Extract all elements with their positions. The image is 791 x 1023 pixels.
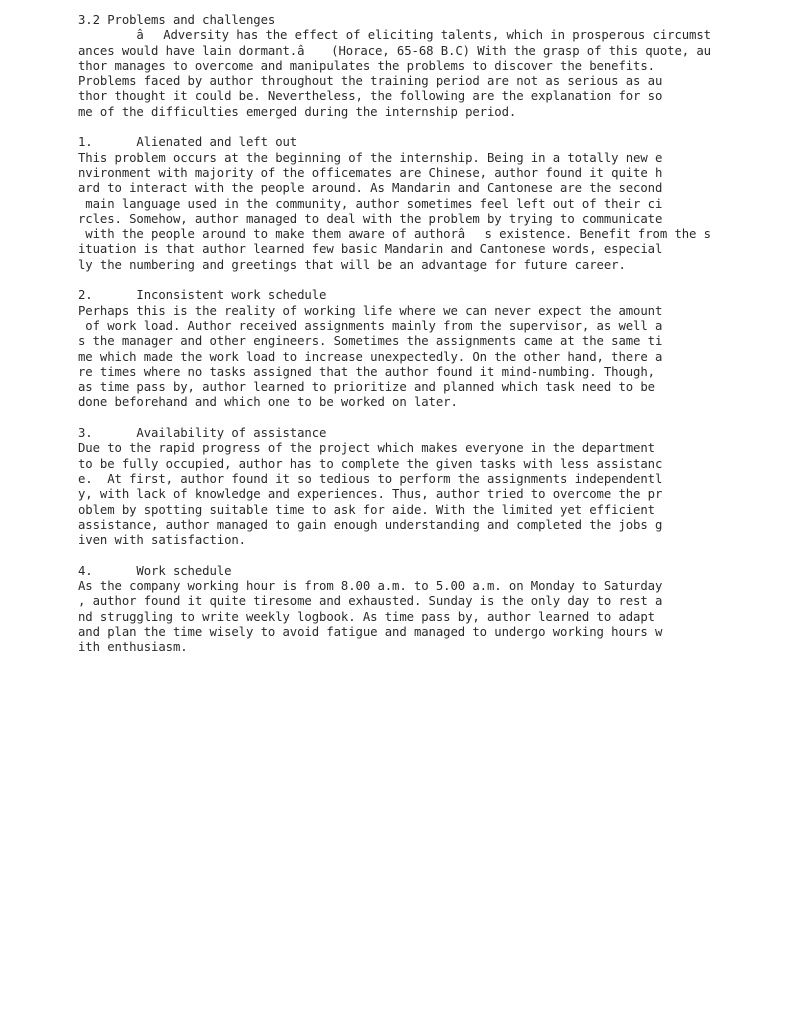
paragraph-line: me which made the work load to increase unexpectedly. On the other hand, there a [78, 349, 663, 364]
paragraph-line: iven with satisfaction. [78, 533, 246, 548]
paragraph-line: nd struggling to write weekly logbook. As time pass by, author learned to adapt [78, 609, 655, 624]
problem-heading: 1. Alienated and left out [78, 135, 298, 150]
paragraph-line: re times where no tasks assigned that the author found it mind-numbing. Though, [78, 364, 655, 379]
spacer [78, 120, 778, 135]
problem-section-3 [78, 426, 778, 548]
paragraph-line: rcles. Somehow, author managed to deal with the problem by trying to communicate [78, 211, 663, 226]
intro-line: âAdversity has the effect of eliciting talents, which in prosperous circumst [78, 28, 711, 43]
document-page [78, 13, 778, 655]
paragraph-line: and plan the time wisely to avoid fatigue and managed to undergo working hours w [78, 624, 663, 639]
intro-line: ances would have lain dormant.â (Horace, 65-68 B.C) With the grasp of this quote, au [78, 43, 711, 58]
spacer [78, 273, 778, 288]
paragraph-line: ith enthusiasm. [78, 640, 188, 655]
section-heading: 3.2 Problems and challenges [78, 13, 276, 27]
paragraph-line: ly the numbering and greetings that will be an advantage for future career. [78, 257, 626, 272]
paragraph-line: to be fully occupied, author has to complete the given tasks with less assistanc [78, 456, 663, 471]
paragraph-line: done beforehand and which one to be worked on later. [78, 395, 458, 410]
paragraph-line: This problem occurs at the beginning of the internship. Being in a totally new e [78, 150, 663, 165]
intro-paragraph [78, 28, 778, 120]
paragraph-line: y, with lack of knowledge and experiences. Thus, author tried to overcome the pr [78, 487, 663, 502]
paragraph-line: Due to the rapid progress of the project which makes everyone in the department [78, 441, 655, 456]
paragraph-line: main language used in the community, author sometimes feel left out of their ci [78, 196, 663, 211]
intro-line: thor thought it could be. Nevertheless, the following are the explanation for so [78, 89, 663, 104]
paragraph-line: As the company working hour is from 8.00 a.m. to 5.00 a.m. on Monday to Saturday [78, 578, 663, 593]
problem-section-1 [78, 135, 778, 273]
intro-line: me of the difficulties emerged during the internship period. [78, 104, 517, 119]
paragraph-line: with the people around to make them aware of authorâs existence. Benefit from the s [78, 227, 711, 242]
paragraph-line: assistance, author managed to gain enough understanding and completed the jobs g [78, 517, 663, 532]
paragraph-line: e. At first, author found it so tedious to perform the assignments independentl [78, 471, 663, 486]
intro-line: thor manages to overcome and manipulates the problems to discover the benefits. [78, 58, 655, 73]
paragraph-line: ard to interact with the people around. As Mandarin and Cantonese are the second [78, 181, 663, 196]
problem-heading: 3. Availability of assistance [78, 426, 327, 441]
spacer [78, 411, 778, 426]
paragraph-line: s the manager and other engineers. Sometimes the assignments came at the same ti [78, 334, 663, 349]
problem-section-2 [78, 288, 778, 410]
problem-heading: 4. Work schedule [78, 563, 232, 578]
problem-section-4 [78, 564, 778, 656]
paragraph-line: of work load. Author received assignments mainly from the supervisor, as well a [78, 318, 663, 333]
paragraph-line: Perhaps this is the reality of working life where we can never expect the amount [78, 303, 663, 318]
paragraph-line: oblem by spotting suitable time to ask for aide. With the limited yet efficient [78, 502, 655, 517]
intro-line: Problems faced by author throughout the training period are not as serious as au [78, 74, 663, 89]
spacer [78, 548, 778, 563]
paragraph-line: ituation is that author learned few basic Mandarin and Cantonese words, especial [78, 242, 663, 257]
paragraph-line: nvironment with majority of the officemates are Chinese, author found it quite h [78, 165, 663, 180]
paragraph-line: as time pass by, author learned to prioritize and planned which task need to be [78, 380, 655, 395]
paragraph-line: , author found it quite tiresome and exhausted. Sunday is the only day to rest a [78, 594, 663, 609]
problem-heading: 2. Inconsistent work schedule [78, 288, 327, 303]
